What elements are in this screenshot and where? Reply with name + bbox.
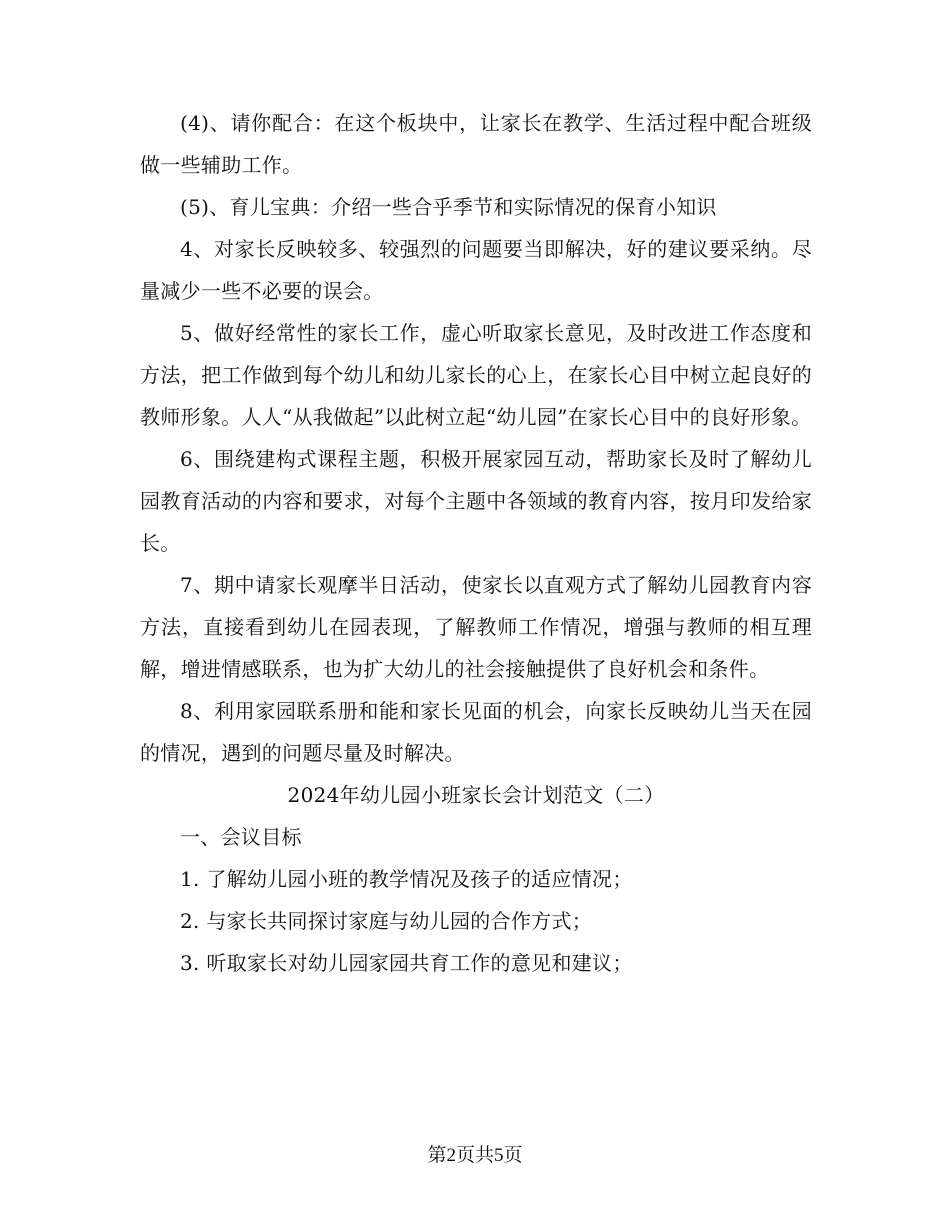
document-body bbox=[140, 102, 812, 984]
paragraph-point-4: 4、对家长反映较多、较强烈的问题要当即解决，好的建议要采纳。尽量减少一些不必要的误会。 bbox=[140, 237, 812, 303]
paragraph-point-6: 6、围绕建构式课程主题，积极开展家园互动，帮助家长及时了解幼儿园教育活动的内容和要求，对每个主题中各领域的教育内容，按月印发给家长。 bbox=[140, 447, 812, 555]
paragraph-point-8: 8、利用家园联系册和能和家长见面的机会，向家长反映幼儿当天在园的情况，遇到的问题尽量及时解决。 bbox=[140, 699, 812, 765]
goal-item-1: 1. 了解幼儿园小班的教学情况及孩子的适应情况； bbox=[180, 867, 633, 891]
section-heading-goals: 一、会议目标 bbox=[180, 825, 302, 849]
paragraph-point-5: 5、做好经常性的家长工作，虚心听取家长意见，及时改进工作态度和方法，把工作做到每个幼儿和幼儿家长的心上，在家长心目中树立起良好的教师形象。人人“从我做起”以此树立起“幼儿园”在家长心目中的良好形象。 bbox=[140, 321, 812, 429]
goal-item-2: 2. 与家长共同探讨家庭与幼儿园的合作方式； bbox=[180, 909, 593, 933]
paragraph-item-5: (5)、育儿宝典：介绍一些合乎季节和实际情况的保育小知识 bbox=[180, 195, 717, 219]
goal-item-3: 3. 听取家长对幼儿园家园共育工作的意见和建议； bbox=[180, 951, 633, 975]
paragraph-item-4: (4)、请你配合：在这个板块中，让家长在教学、生活过程中配合班级做一些辅助工作。 bbox=[140, 111, 812, 177]
page-number-footer: 第2页共5页 bbox=[427, 1145, 523, 1166]
paragraph-point-7: 7、期中请家长观摩半日活动，使家长以直观方式了解幼儿园教育内容方法，直接看到幼儿在园表现，了解教师工作情况，增强与教师的相互理解，增进情感联系，也为扩大幼儿的社会接触提供了良好机会和条件。 bbox=[140, 573, 812, 681]
section-title: 2024年幼儿园小班家长会计划范文（二） bbox=[287, 783, 665, 807]
